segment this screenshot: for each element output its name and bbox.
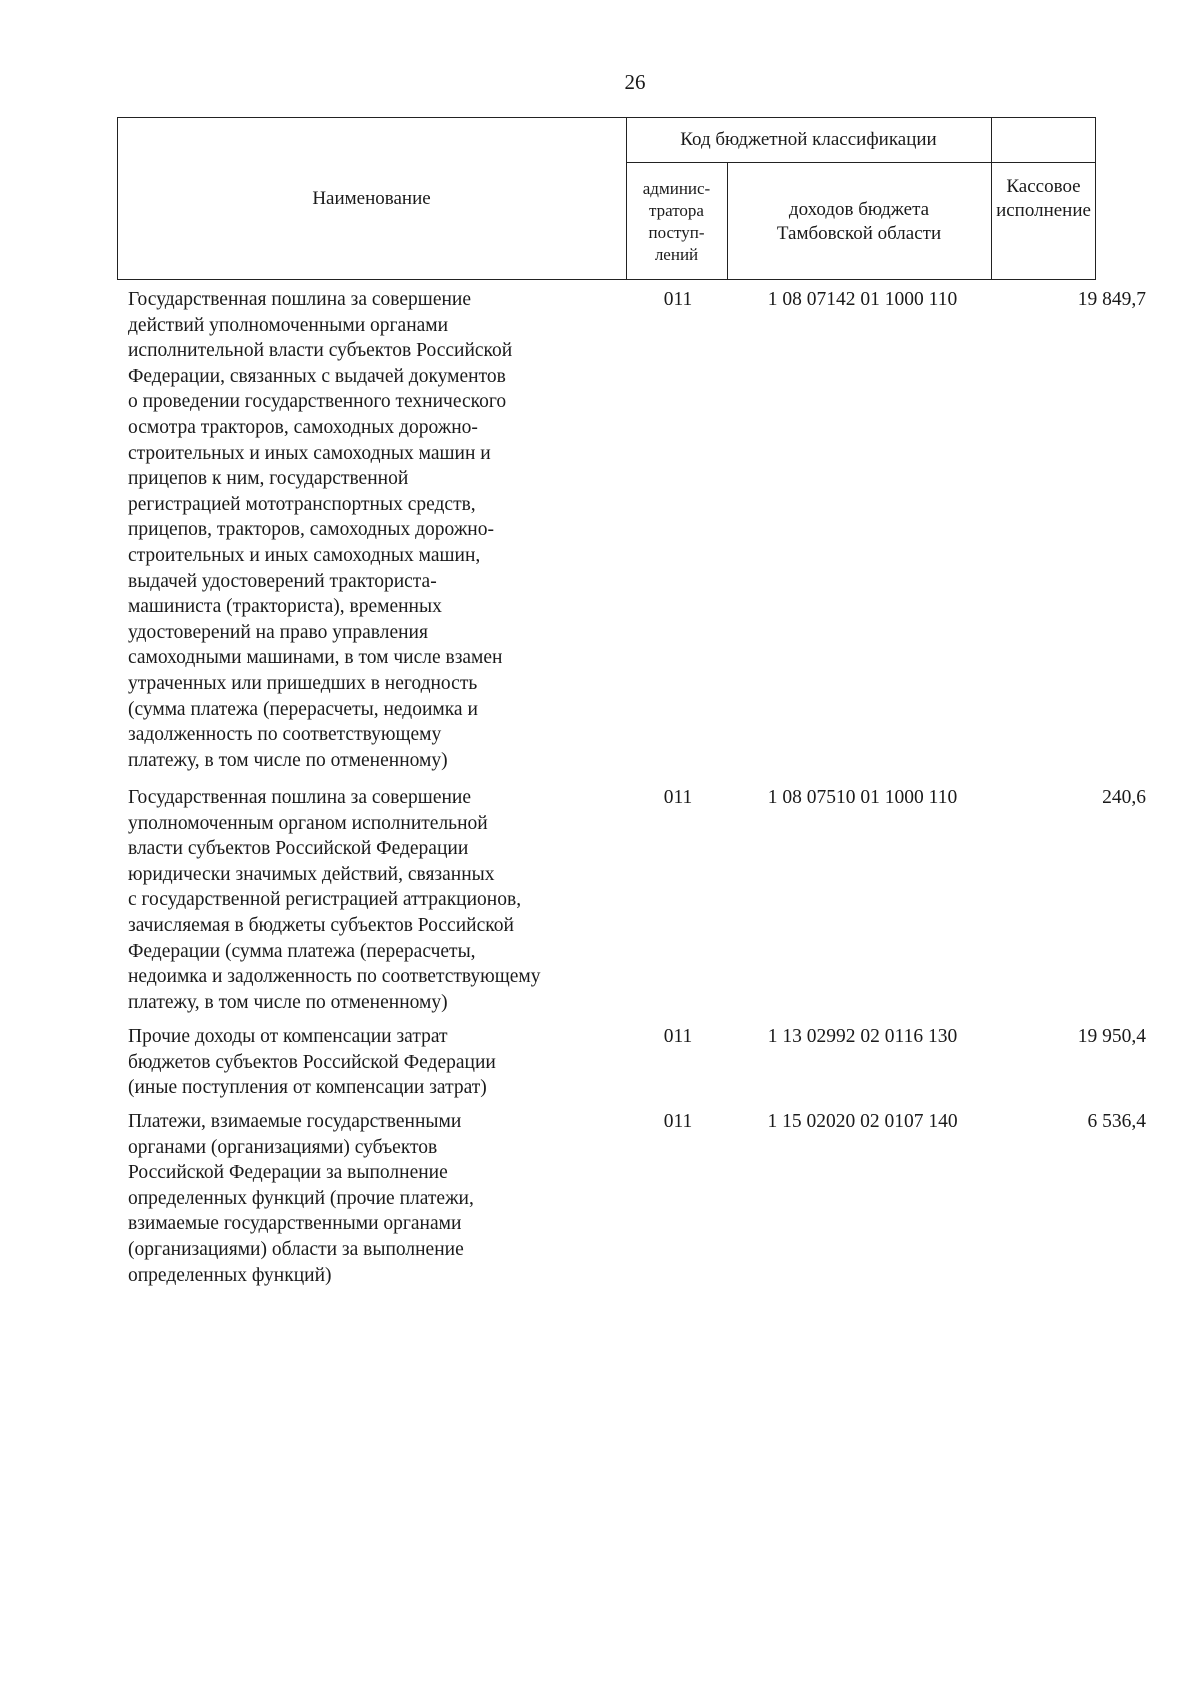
row-amount: 19 950,4 — [1077, 1026, 1146, 1047]
row-name: Прочие доходы от компенсации затрат бюджетов субъектов Российской Федерации (иные поступления от компенсации затрат) — [128, 1026, 496, 1099]
row-administrator: 011 — [663, 1111, 693, 1132]
header-administrator: админис- тратора поступ- лений — [642, 178, 711, 264]
page-number: 26 — [624, 70, 646, 94]
row-administrator: 011 — [663, 289, 693, 310]
row-name: Государственная пошлина за совершение действий уполномоченными органами исполнительной власти субъектов Российской Федерации, связанных с выдачей документов о проведении государственного технического осмотра тракторов, самоходных дорожно- строительных и иных самоходных машин и прицепов к ним, государственной регистрацией мототранспортных средств, прицепов, тракторов, самоходных дорожно- строительных и иных самоходных машин, выдачей удостоверений тракториста- машиниста (тракториста), временных удостоверений на право управления самоходными машинами, в том числе взамен утраченных или пришедших в негодность (сумма платежа (перерасчеты, недоимка и задолженность по соответствующему платежу, в том числе по отмененному) — [128, 289, 513, 771]
row-administrator: 011 — [663, 787, 693, 808]
row-administrator: 011 — [663, 1026, 693, 1047]
row-amount: 6 536,4 — [1087, 1111, 1146, 1132]
row-amount: 240,6 — [1102, 787, 1146, 808]
header-name: Наименование — [312, 187, 431, 209]
row-code: 1 08 07510 01 1000 110 — [767, 787, 958, 808]
row-code: 1 08 07142 01 1000 110 — [767, 289, 958, 310]
row-code: 1 13 02992 02 0116 130 — [767, 1026, 958, 1047]
row-code: 1 15 02020 02 0107 140 — [767, 1111, 958, 1132]
header-income-code: доходов бюджета Тамбовской области — [776, 198, 942, 244]
header-budget-code-group: Код бюджетной классификации — [680, 128, 937, 150]
row-amount: 19 849,7 — [1077, 289, 1146, 310]
row-name: Платежи, взимаемые государственными органами (организациями) субъектов Российской Федерации за выполнение определенных функций (прочие платежи, взимаемые государственными органами (организациями) области за выполнение определенных функций) — [128, 1111, 474, 1286]
row-name: Государственная пошлина за совершение уполномоченным органом исполнительной власти субъектов Российской Федерации юридически значимых действий, связанных с государственной регистрацией аттракционов, зачисляемая в бюджеты субъектов Российской Федерации (сумма платежа (перерасчеты, недоимка и задолженность по соответствующему платежу, в том числе по отмененному) — [128, 787, 541, 1013]
header-execution: Кассовое исполнение — [996, 175, 1091, 221]
